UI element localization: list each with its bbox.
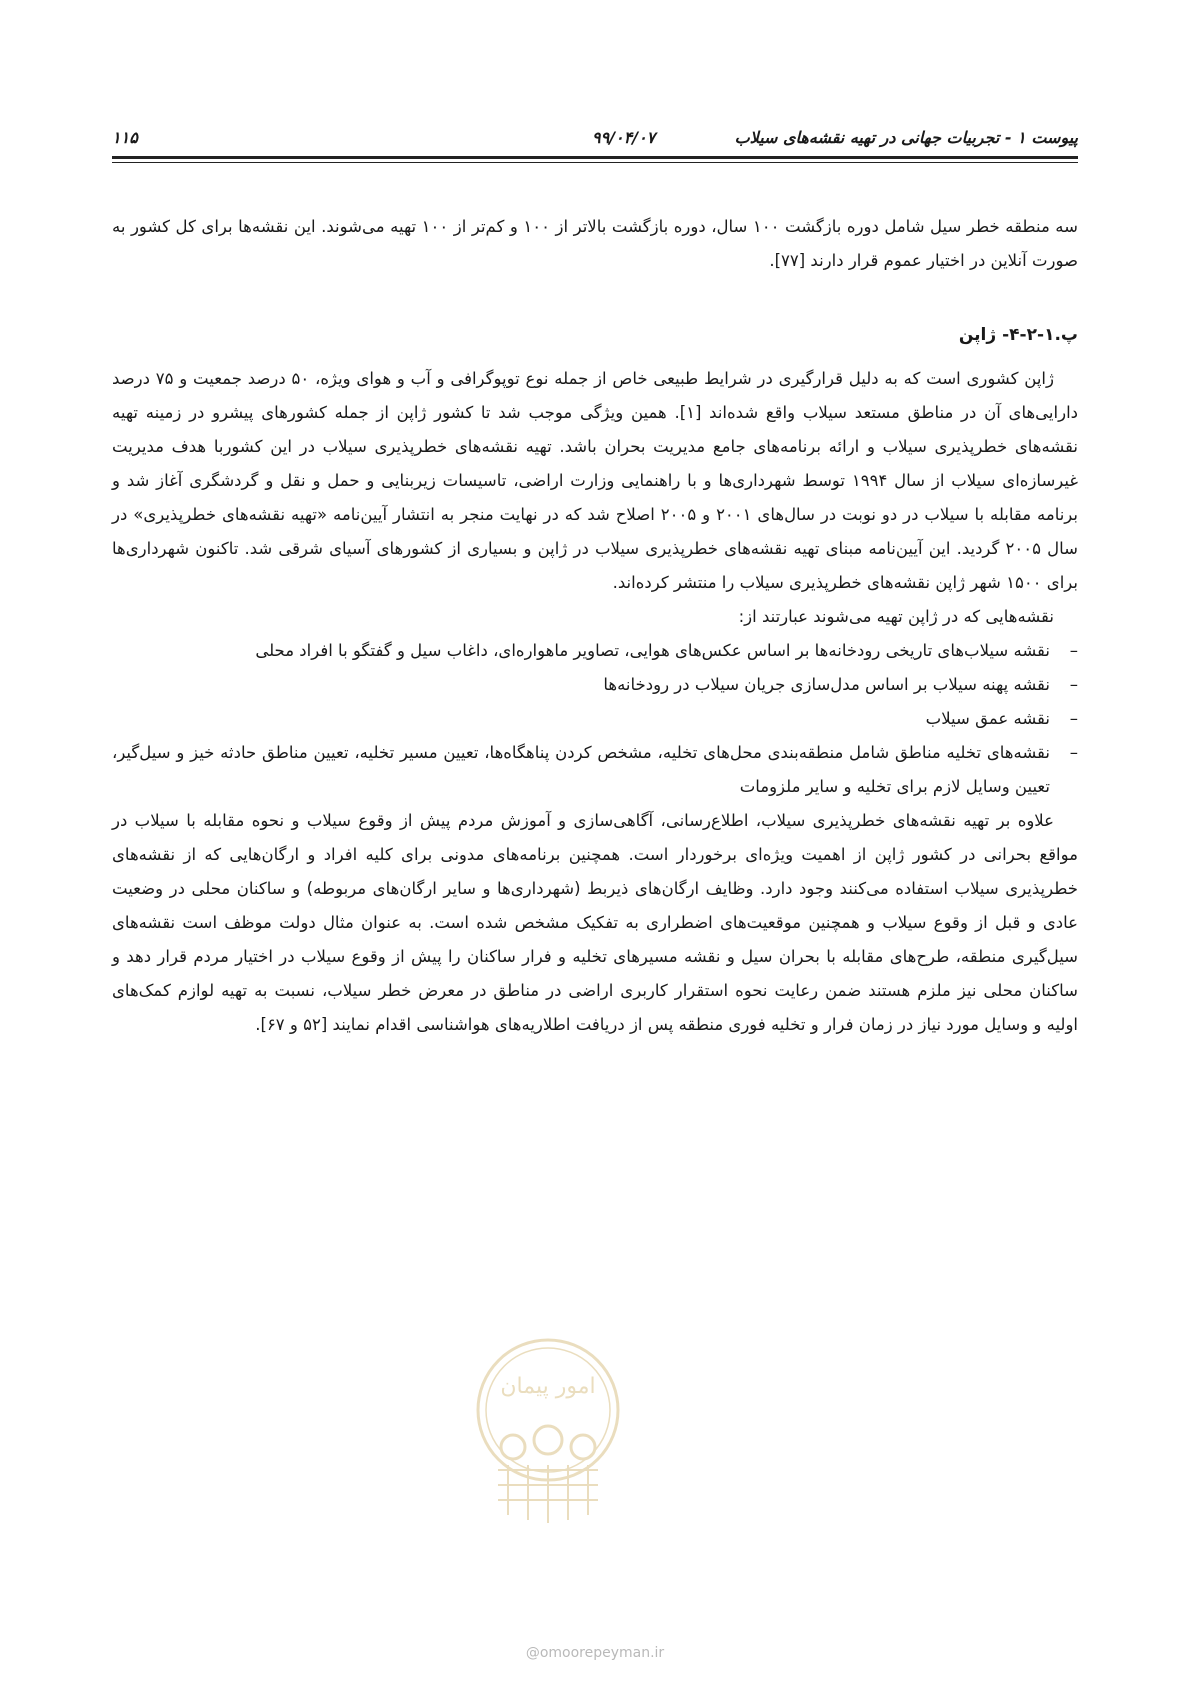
list-item: – نقشه سیلاب‌های تاریخی رودخانه‌ها بر اساس عکس‌های هوایی، تصاویر ماهواره‌ای، داغاب سیل و گفتگو با افراد محلی bbox=[112, 634, 1050, 668]
header-rule-thin bbox=[112, 162, 1078, 163]
page-body bbox=[112, 210, 1078, 1042]
page-number: ۱۱۵ bbox=[112, 128, 138, 147]
running-title: پیوست ۱ - تجربیات جهانی در تهیه نقشه‌های سیلاب bbox=[734, 128, 1078, 147]
watermark-url: @omoorepeyman.ir bbox=[525, 1645, 665, 1661]
body-paragraph-1: ژاپن کشوری است که به دلیل قرارگیری در شرایط طبیعی خاص از جمله نوع توپوگرافی و آب و هوای ویژه، ۵۰ درصد جمعیت و ۷۵ درصد دارایی‌های آن در مناطق مستعد سیلاب واقع شده‌اند [۱]. همین ویژگی موجب شد تا کشور ژاپن از جمله کشورهای پیشرو در زمینه تهیه نقشه‌های خطرپذیری سیلاب و ارائه برنامه‌های جامع مدیریت بحران باشد. تهیه نقشه‌های خطرپذیری سیلاب در این کشوربا هدف مدیریت غیرسازه‌ای سیلاب از سال ۱۹۹۴ توسط شهرداری‌ها و با راهنمایی وزارت اراضی، تاسیسات زیربنایی و حمل و نقل و گردشگری آغاز شد و برنامه مقابله با سیلاب در دو نوبت در سال‌های ۲۰۰۱ و ۲۰۰۵ اصلاح شد که در نهایت منجر به انتشار آیین‌نامه «تهیه نقشه‌های خطرپذیری» در سال ۲۰۰۵ گردید. این آیین‌نامه مبنای تهیه نقشه‌های خطرپذیری سیلاب در ژاپن و بسیاری از کشورهای آسیای شرقی شد. تاکنون شهرداری‌ها برای ۱۵۰۰ شهر ژاپن نقشه‌های خطرپذیری سیلاب را منتشر کرده‌اند. bbox=[112, 369, 1079, 592]
section-heading: پ.۱-۲-۴- ژاپن bbox=[958, 325, 1078, 345]
map-types-list bbox=[112, 634, 1078, 804]
watermark-seal-text: امور پیمان bbox=[500, 1374, 596, 1399]
body-paragraph-2: علاوه بر تهیه نقشه‌های خطرپذیری سیلاب، اطلاع‌رسانی، آگاهی‌سازی و آموزش مردم پیش از وقوع سیلاب و نحوه مقابله با سیلاب در مواقع بحرانی در کشور ژاپن از اهمیت ویژه‌ای برخوردار است. همچنین برنامه‌های مدونی برای کلیه افراد و ارگان‌هایی که از نقشه‌های خطرپذیری سیلاب استفاده می‌کنند وجود دارد. وظایف ارگان‌های ذیربط (شهرداری‌ها و سایر ارگان‌های مربوطه) و ساکنان محلی در وضعیت عادی و قبل از وقوع سیلاب و همچنین موقعیت‌های اضطراری به تفکیک مشخص شده است. به عنوان مثال دولت موظف است نقشه‌های سیل‌گیری منطقه، طرح‌های مقابله با بحران سیل و نقشه مسیرهای تخلیه و فرار ساکنان را پیش از وقوع سیلاب در اختیار مردم قرار دهد و ساکنان محلی نیز ملزم هستند ضمن رعایت نحوه استقرار کاربری اراضی در مناطق در معرض خطر سیلاب، نسبت به تهیه لوازم کمک‌های اولیه و وسایل مورد نیاز در زمان فرار و تخلیه فوری منطقه پس از دریافت اطلاریه‌های هواشناسی اقدام نمایند [۵۲ و ۶۷]. bbox=[112, 811, 1078, 1034]
watermark-seal bbox=[473, 1335, 623, 1535]
header-rule-thick bbox=[112, 156, 1078, 159]
list-item: – نقشه عمق سیلاب bbox=[112, 702, 1050, 736]
list-item: – نقشه‌های تخلیه مناطق شامل منطقه‌بندی محل‌های تخلیه، مشخص کردن پناهگاه‌ها، تعیین مسیر تخلیه، تعیین مناطق حادثه خیز و سیل‌گیر، تعیین وسایل لازم برای تخلیه و سایر ملزومات bbox=[112, 736, 1050, 804]
page-header bbox=[112, 128, 1078, 150]
list-item: – نقشه پهنه سیلاب بر اساس مدل‌سازی جریان سیلاب در رودخانه‌ها bbox=[112, 668, 1050, 702]
intro-paragraph: سه منطقه خطر سیل شامل دوره بازگشت ۱۰۰ سال، دوره بازگشت بالاتر از ۱۰۰ و کم‌تر از ۱۰۰ تهیه می‌شوند. این نقشه‌ها برای کل کشور به صورت آنلاین در اختیار عموم قرار دارند [۷۷]. bbox=[112, 217, 1078, 270]
header-date: ۹۹/۰۴/۰۷ bbox=[592, 128, 656, 147]
list-intro: نقشه‌هایی که در ژاپن تهیه می‌شوند عبارتند از: bbox=[738, 607, 1054, 626]
